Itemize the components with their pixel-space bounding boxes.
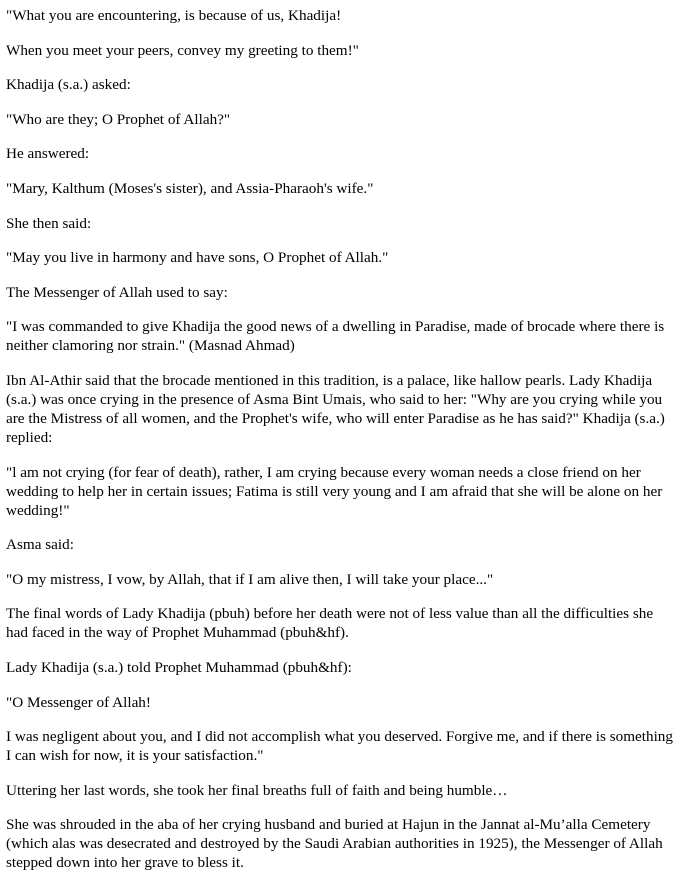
paragraph: She was shrouded in the aba of her crying husband and buried at Hajun in the Jannat al-Mu’alla Cemetery (which alas was desecrated and destroyed by the Saudi Arabian authorities in 1925), the Messenger of Allah stepped down into her grave to bless it. — [6, 816, 663, 872]
paragraph: The final words of Lady Khadija (pbuh) before her death were not of less value than all the difficulties she had faced in the way of Prophet Muhammad (pbuh&hf). — [6, 605, 654, 642]
paragraph: Lady Khadija (s.a.) told Prophet Muhammad (pbuh&hf): — [6, 658, 352, 676]
paragraph: "l am not crying (for fear of death), rather, I am crying because every woman needs a close friend on her wedding to help her in certain issues; Fatima is still very young and I am afraid that she will be alone on her wedding!" — [6, 463, 663, 519]
paragraph: "I was commanded to give Khadija the good news of a dwelling in Paradise, made of brocade where there is neither clamoring nor strain." (Masnad Ahmad) — [6, 318, 665, 355]
paragraph: When you meet your peers, convey my greeting to them!" — [6, 41, 359, 59]
paragraph: Khadija (s.a.) asked: — [6, 76, 131, 94]
paragraph: He answered: — [6, 145, 90, 163]
paragraph: "O Messenger of Allah! — [6, 693, 151, 711]
paragraph: "May you live in harmony and have sons, O Prophet of Allah." — [6, 249, 389, 267]
paragraph: The Messenger of Allah used to say: — [6, 283, 228, 301]
paragraph: "What you are encountering, is because of us, Khadija! — [6, 7, 342, 24]
paragraph: "Who are they; O Prophet of Allah?" — [6, 110, 231, 128]
paragraph: I was negligent about you, and I did not accomplish what you deserved. Forgive me, and if there is something I can wish for now, it is your satisfaction." — [6, 728, 673, 765]
paragraph: "Mary, Kalthum (Moses's sister), and Assia-Pharaoh's wife." — [6, 179, 374, 197]
paragraph: Uttering her last words, she took her final breaths full of faith and being humble… — [6, 781, 508, 799]
paragraph: Asma said: — [6, 536, 74, 554]
paragraph: She then said: — [6, 214, 92, 232]
paragraph: Ibn Al-Athir said that the brocade mentioned in this tradition, is a palace, like hallow pearls. Lady Khadija (s.a.) was once crying in the presence of Asma Bint Umais, who said to her: "Why are you crying while you are the Mistress of all women, and the Prophet's wife, who will enter Paradise as he has said?" Khadija (s.a.) replied: — [6, 371, 665, 446]
paragraph: "O my mistress, I vow, by Allah, that if I am alive then, I will take your place..." — [6, 570, 494, 588]
